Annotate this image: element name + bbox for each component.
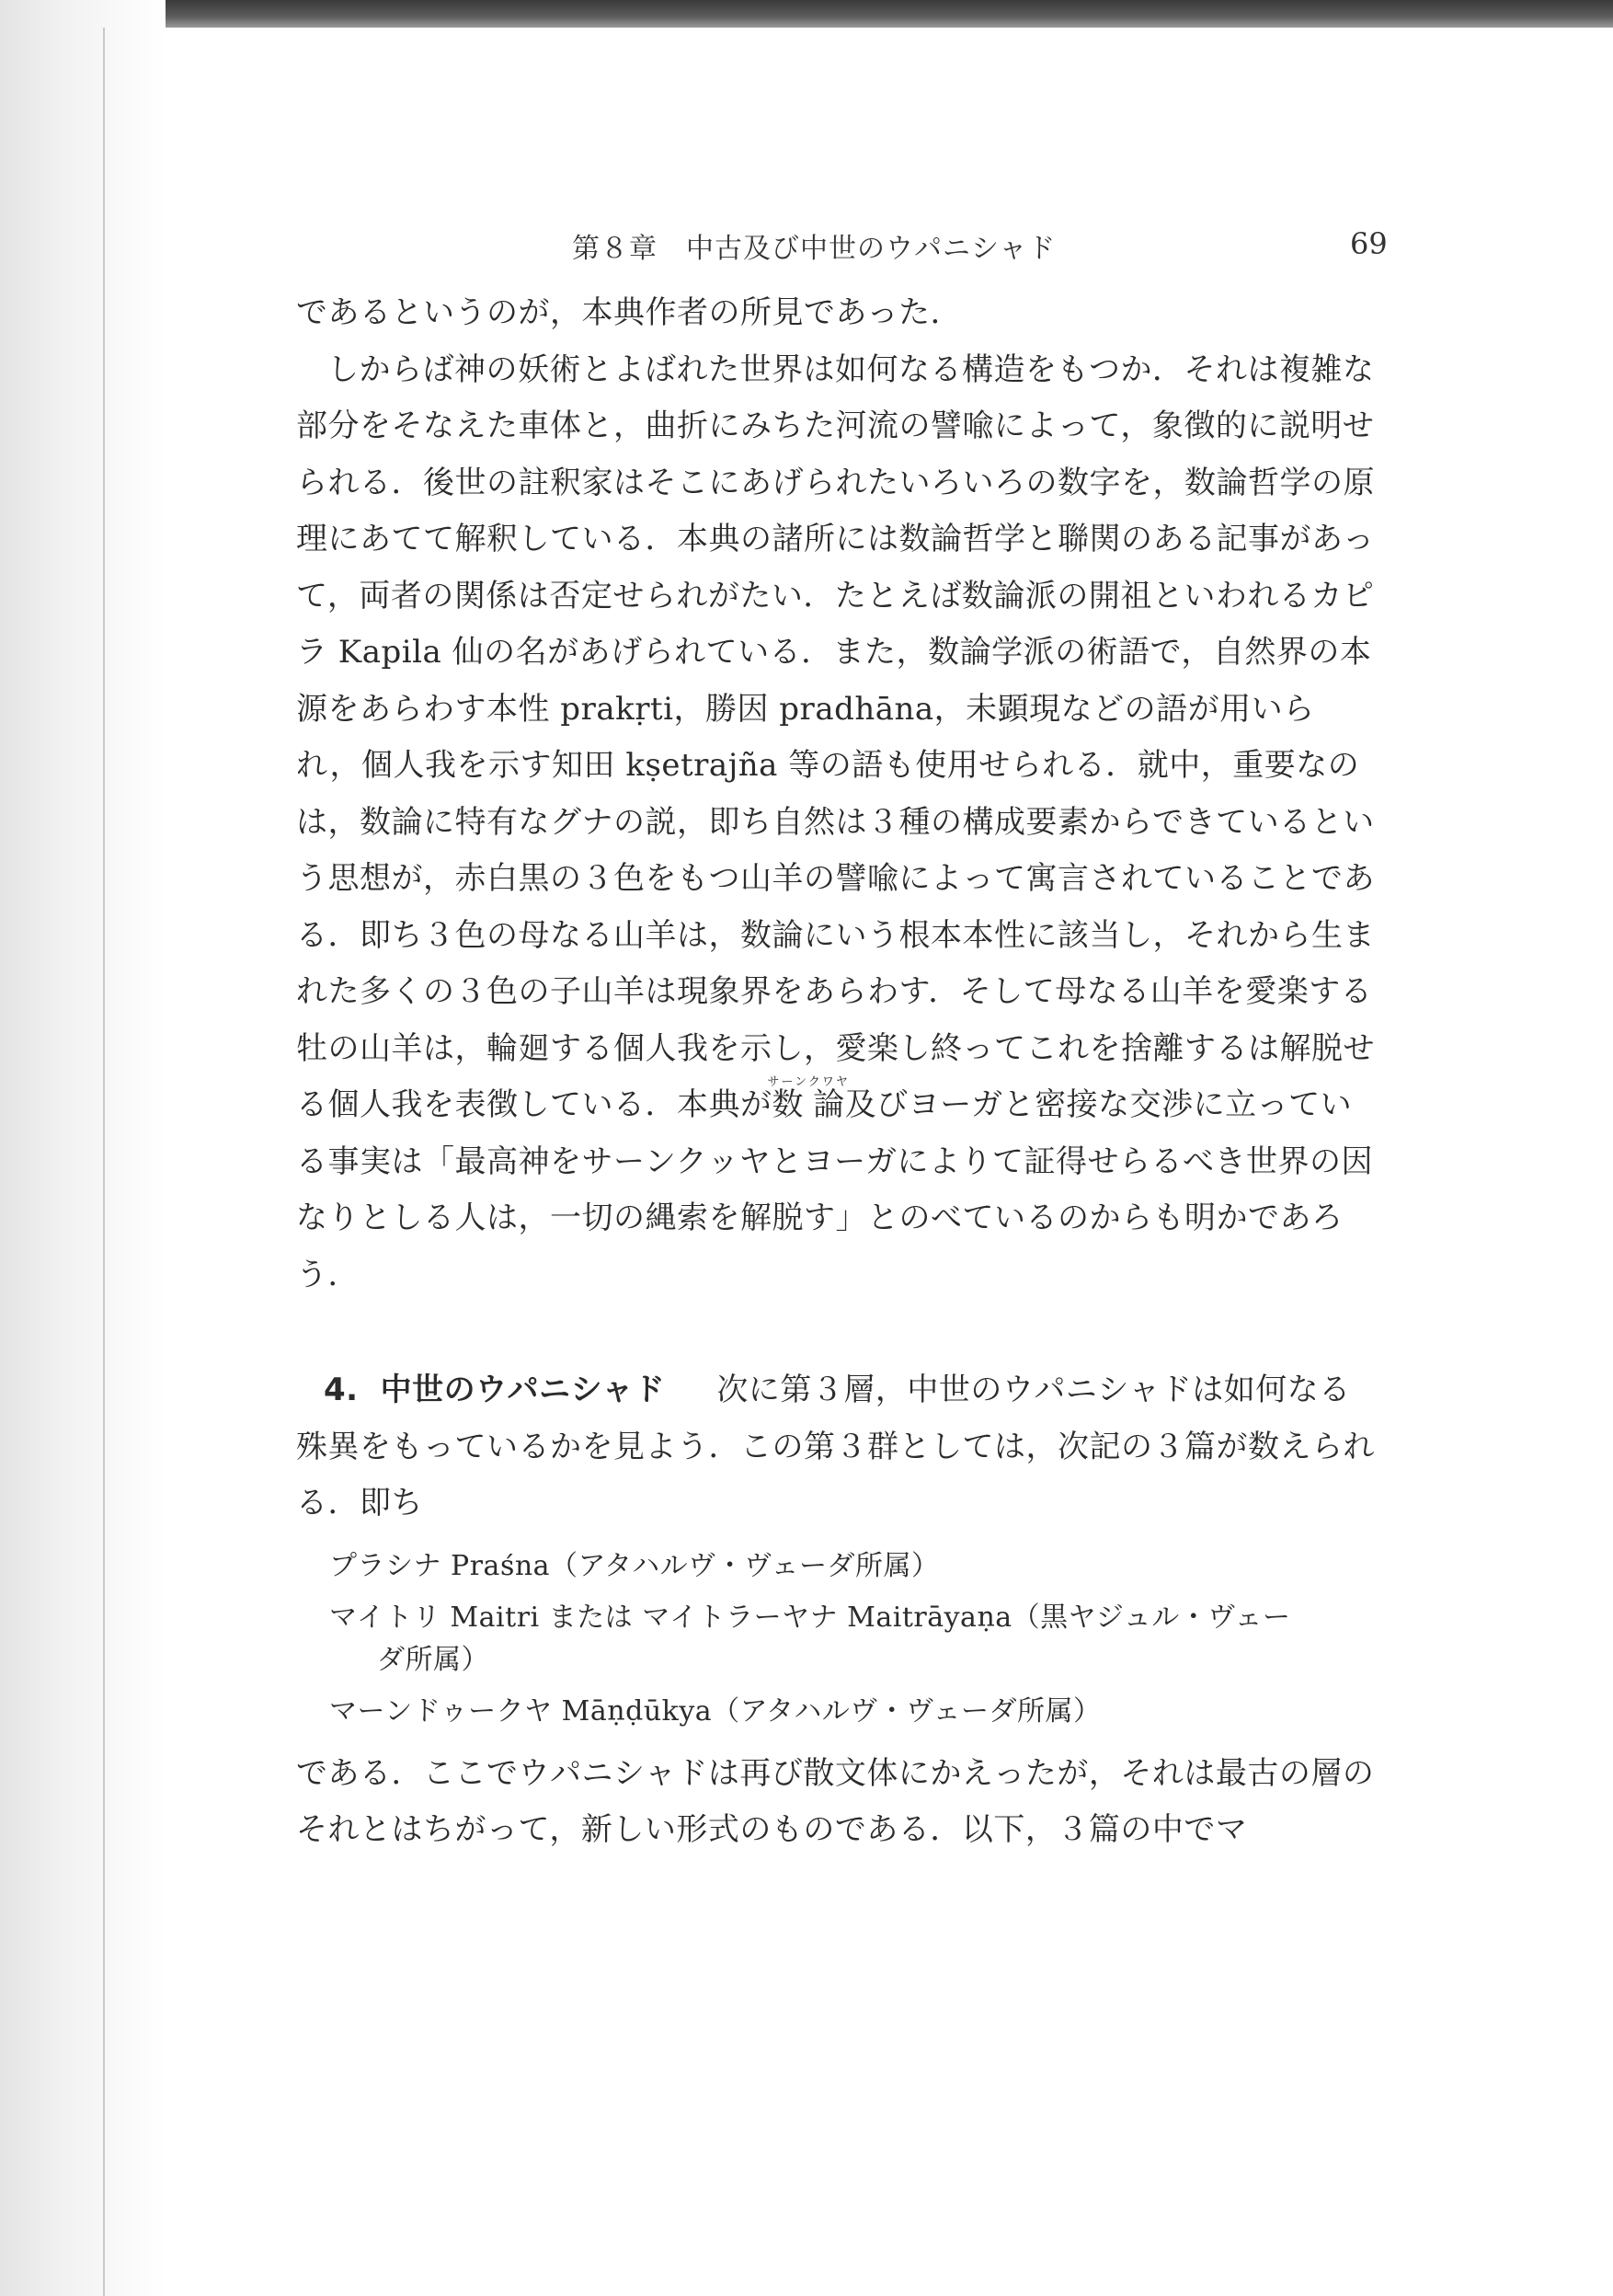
list-item-mandukya — [329, 1691, 1377, 1733]
ruby-base: 数論 — [767, 1086, 850, 1123]
list-item-maitri — [329, 1597, 1377, 1682]
paragraph-continuation: であるというのが，本典作者の所見であった． — [296, 294, 963, 331]
section-intro: 次に第３層，中世のウパニシャドは如何なる殊異をもっているかを見よう．この第３群としては，次記の３篇が数えられる．即ち — [296, 1372, 1375, 1521]
scan-top-edge — [0, 0, 1613, 28]
page-number: 69 — [1350, 226, 1388, 261]
section-gap — [296, 1303, 1377, 1362]
closing-paragraph: である．ここでウパニシャドは再び散文体にかえったが，それは最古の層のそれとはちがって，新しい形式のものである．以下，３篇の中でマ — [296, 1754, 1375, 1848]
list-item-text: プラシナ Praśna（アタハルヴ・ヴェーダ所属） — [329, 1549, 940, 1582]
section-paragraph — [296, 1362, 1377, 1533]
list-item-continuation: ダ所属） — [377, 1643, 489, 1676]
section-number: 4. — [324, 1372, 359, 1408]
paragraph-main-text: しからば神の妖術とよばれた世界は如何なる構造をもつか．それは複雑な部分をそなえた車体と，曲折にみちた河流の譬喩によって，象徴的に説明せられる．後世の註釈家はそこにあげられたいろいろの数字を，数論哲学の原理にあてて解釈している．本典の諸所には数論哲学と聯関のある記事があって，両者の関係は否定せられがたい．たとえば数論派の開祖といわれるカピラ Kapila 仙の名があげられている．また，数論学派の術語で，自然界の本源をあらわす本性 prakṛti，勝因 pradhāna，未顕現などの語が用いられ，個人我を示す知田 kṣetrajña 等の語も使用せられる．就中，重要なのは，数論に特有なグナの説，即ち自然は３種の構成要素からできているという思想が，赤白黒の３色をもつ山羊の譬喩によって寓言されていることである．即ち３色の母なる山羊は，数論にいう根本本性に該当し，それから生まれた多くの３色の子山羊は現象界をあらわす．そして母なる山羊を愛楽する牡の山羊は，輪廻する個人我を示し，愛楽し終ってこれを捨離するは解脱せる個人我を表徴している．本典が — [296, 350, 1375, 1123]
ruby-annotation — [767, 1075, 850, 1123]
section-title: 中世のウパニシャド — [380, 1372, 666, 1408]
ruby-reading: サーンクワヤ — [767, 1075, 850, 1089]
list-item-text: マイトリ Maitri または マイトラーヤナ Maitrāyaṇa（黒ヤジュル・ヴェー — [329, 1601, 1291, 1634]
page-binding-line — [103, 28, 105, 2296]
list-item-prasna — [329, 1545, 1377, 1588]
page-gutter-shadow — [0, 0, 166, 2296]
page-body — [296, 285, 1377, 1859]
paragraph-main-tail: 及びヨーガと密接な交渉に立っている事実は「最高神をサーンクッヤとヨーガによりて証得せらるべき世界の因なりとしる人は，一切の縄索を解脱す」とのべているのからも明かであろう． — [296, 1086, 1373, 1293]
running-header: 第８章 中古及び中世のウパニシャド — [572, 233, 1057, 265]
list-item-text: マーンドゥークヤ Māṇḍūkya（アタハルヴ・ヴェーダ所属） — [329, 1694, 1102, 1728]
upanishad-list — [296, 1545, 1377, 1733]
paragraph-main — [296, 342, 1377, 1304]
